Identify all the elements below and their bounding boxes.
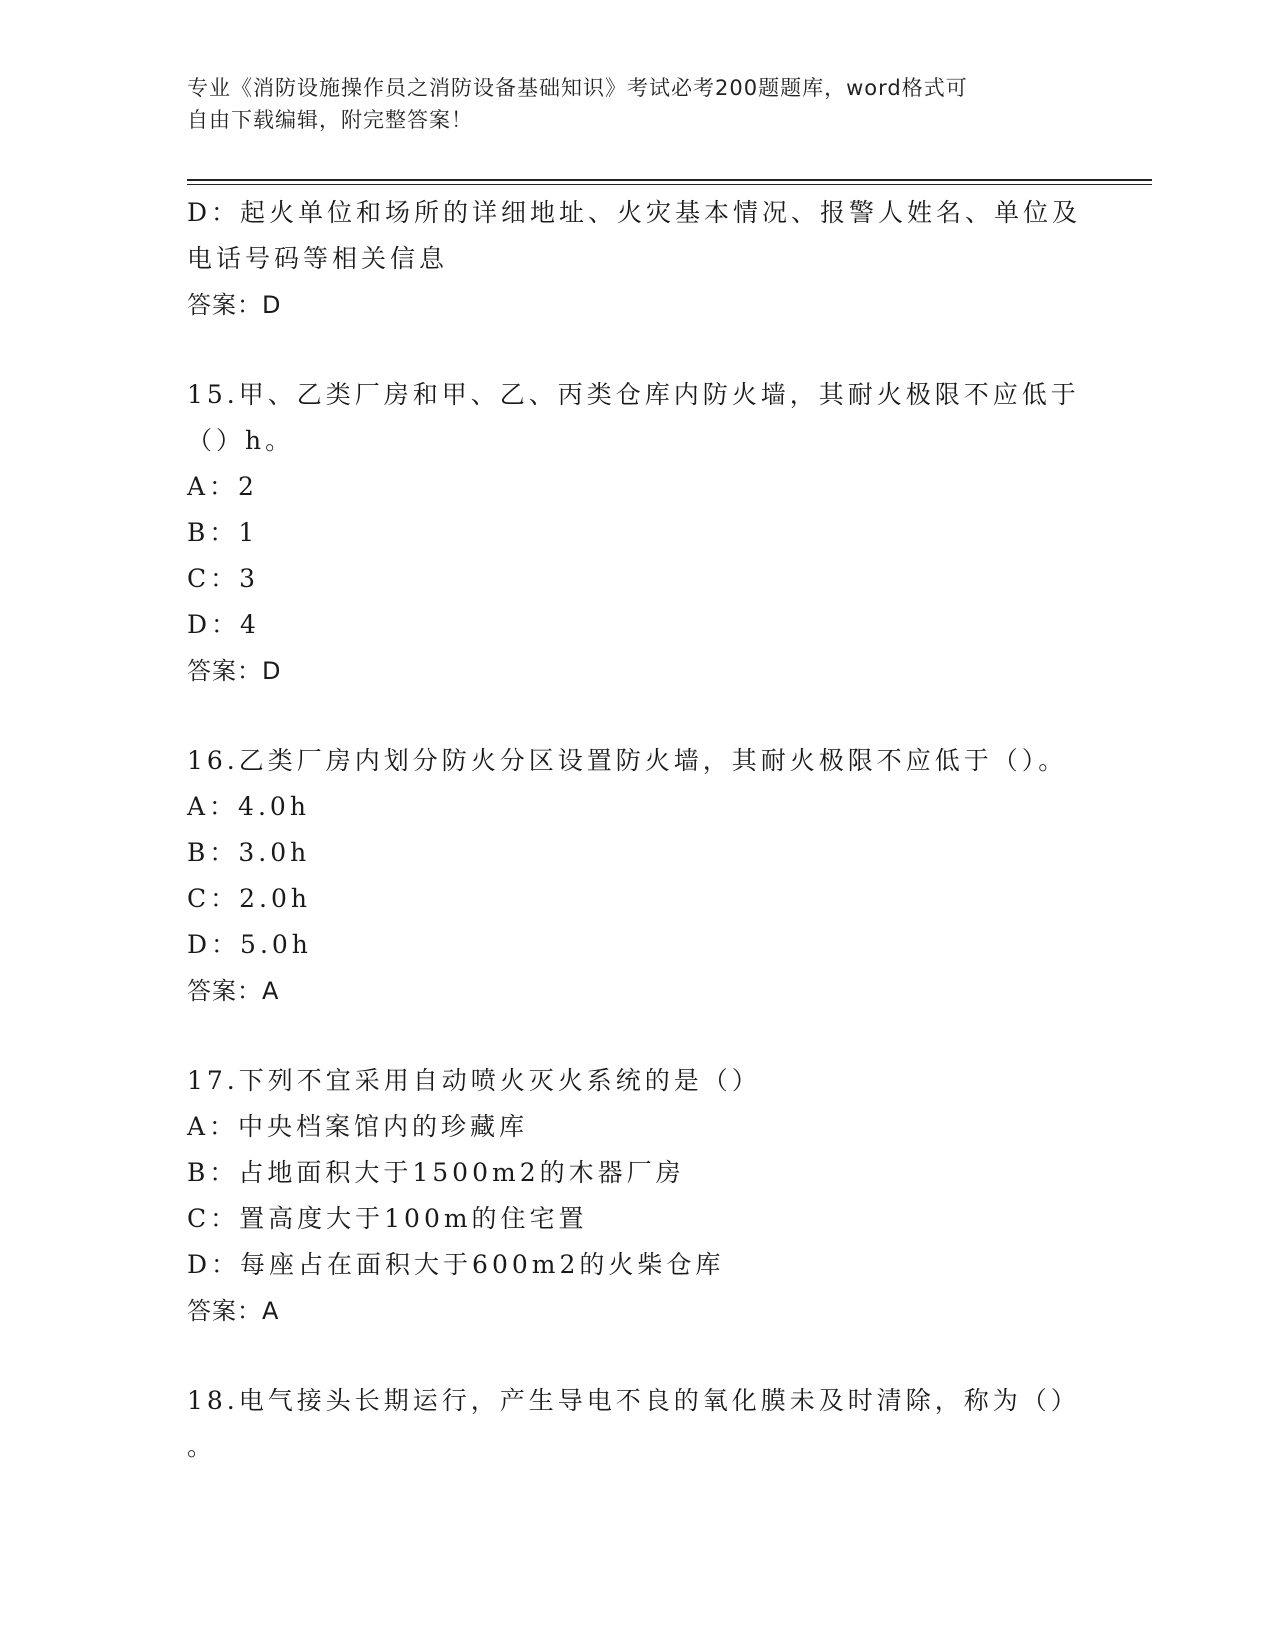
answer-line: 答案：A (187, 977, 280, 1005)
question-text-line: B：占地面积大于1500m2的木器厂房 (187, 1158, 685, 1187)
paragraph-gap (187, 1014, 1087, 1058)
question-text-line: A：中央档案馆内的珍藏库 (187, 1112, 529, 1141)
question-text-line: 18.电气接头长期运行，产生导电不良的氧化膜未及时清除，称为（） (187, 1386, 1080, 1415)
header-title-line-2: 自由下载编辑，附完整答案！ (187, 108, 473, 132)
question-text-line: 电话号码等相关信息 (187, 244, 449, 273)
header-divider-thin (187, 184, 1152, 185)
question-text-line: A：2 (187, 472, 258, 501)
question-text-line: C：置高度大于100m的住宅置 (187, 1204, 588, 1233)
question-text-line: （）h。 (187, 426, 295, 455)
document-header (187, 72, 1067, 136)
question-text-line: D：5.0h (187, 930, 312, 959)
paragraph-gap (187, 328, 1087, 372)
question-list (187, 190, 1087, 1470)
question-text-line: 17.下列不宜采用自动喷火灭火系统的是（） (187, 1066, 761, 1095)
question-text-line: C：2.0h (187, 884, 311, 913)
question-text-line: B：3.0h (187, 838, 311, 867)
question-text-line: D：起火单位和场所的详细地址、火灾基本情况、报警人姓名、单位及 (187, 198, 1082, 227)
answer-line: 答案：A (187, 1297, 280, 1325)
question-text-line: 15.甲、乙类厂房和甲、乙、丙类仓库内防火墙，其耐火极限不应低于 (187, 380, 1080, 409)
question-text-line: D：每座占在面积大于600m2的火柴仓库 (187, 1250, 725, 1279)
question-text-line: 。 (187, 1432, 217, 1461)
paragraph-gap (187, 1334, 1087, 1378)
question-text-line: 16.乙类厂房内划分防火分区设置防火墙，其耐火极限不应低于（）。 (187, 746, 1068, 775)
answer-line: 答案：D (187, 657, 282, 685)
header-divider-thick (187, 179, 1152, 181)
header-title-line-1: 专业《消防设施操作员之消防设备基础知识》考试必考200题题库，word格式可 (187, 76, 968, 100)
paragraph-gap (187, 694, 1087, 738)
question-text-line: C：3 (187, 564, 260, 593)
question-text-line: A：4.0h (187, 792, 310, 821)
answer-line: 答案：D (187, 291, 282, 319)
question-text-line: B：1 (187, 518, 259, 547)
question-text-line: D：4 (187, 610, 260, 639)
